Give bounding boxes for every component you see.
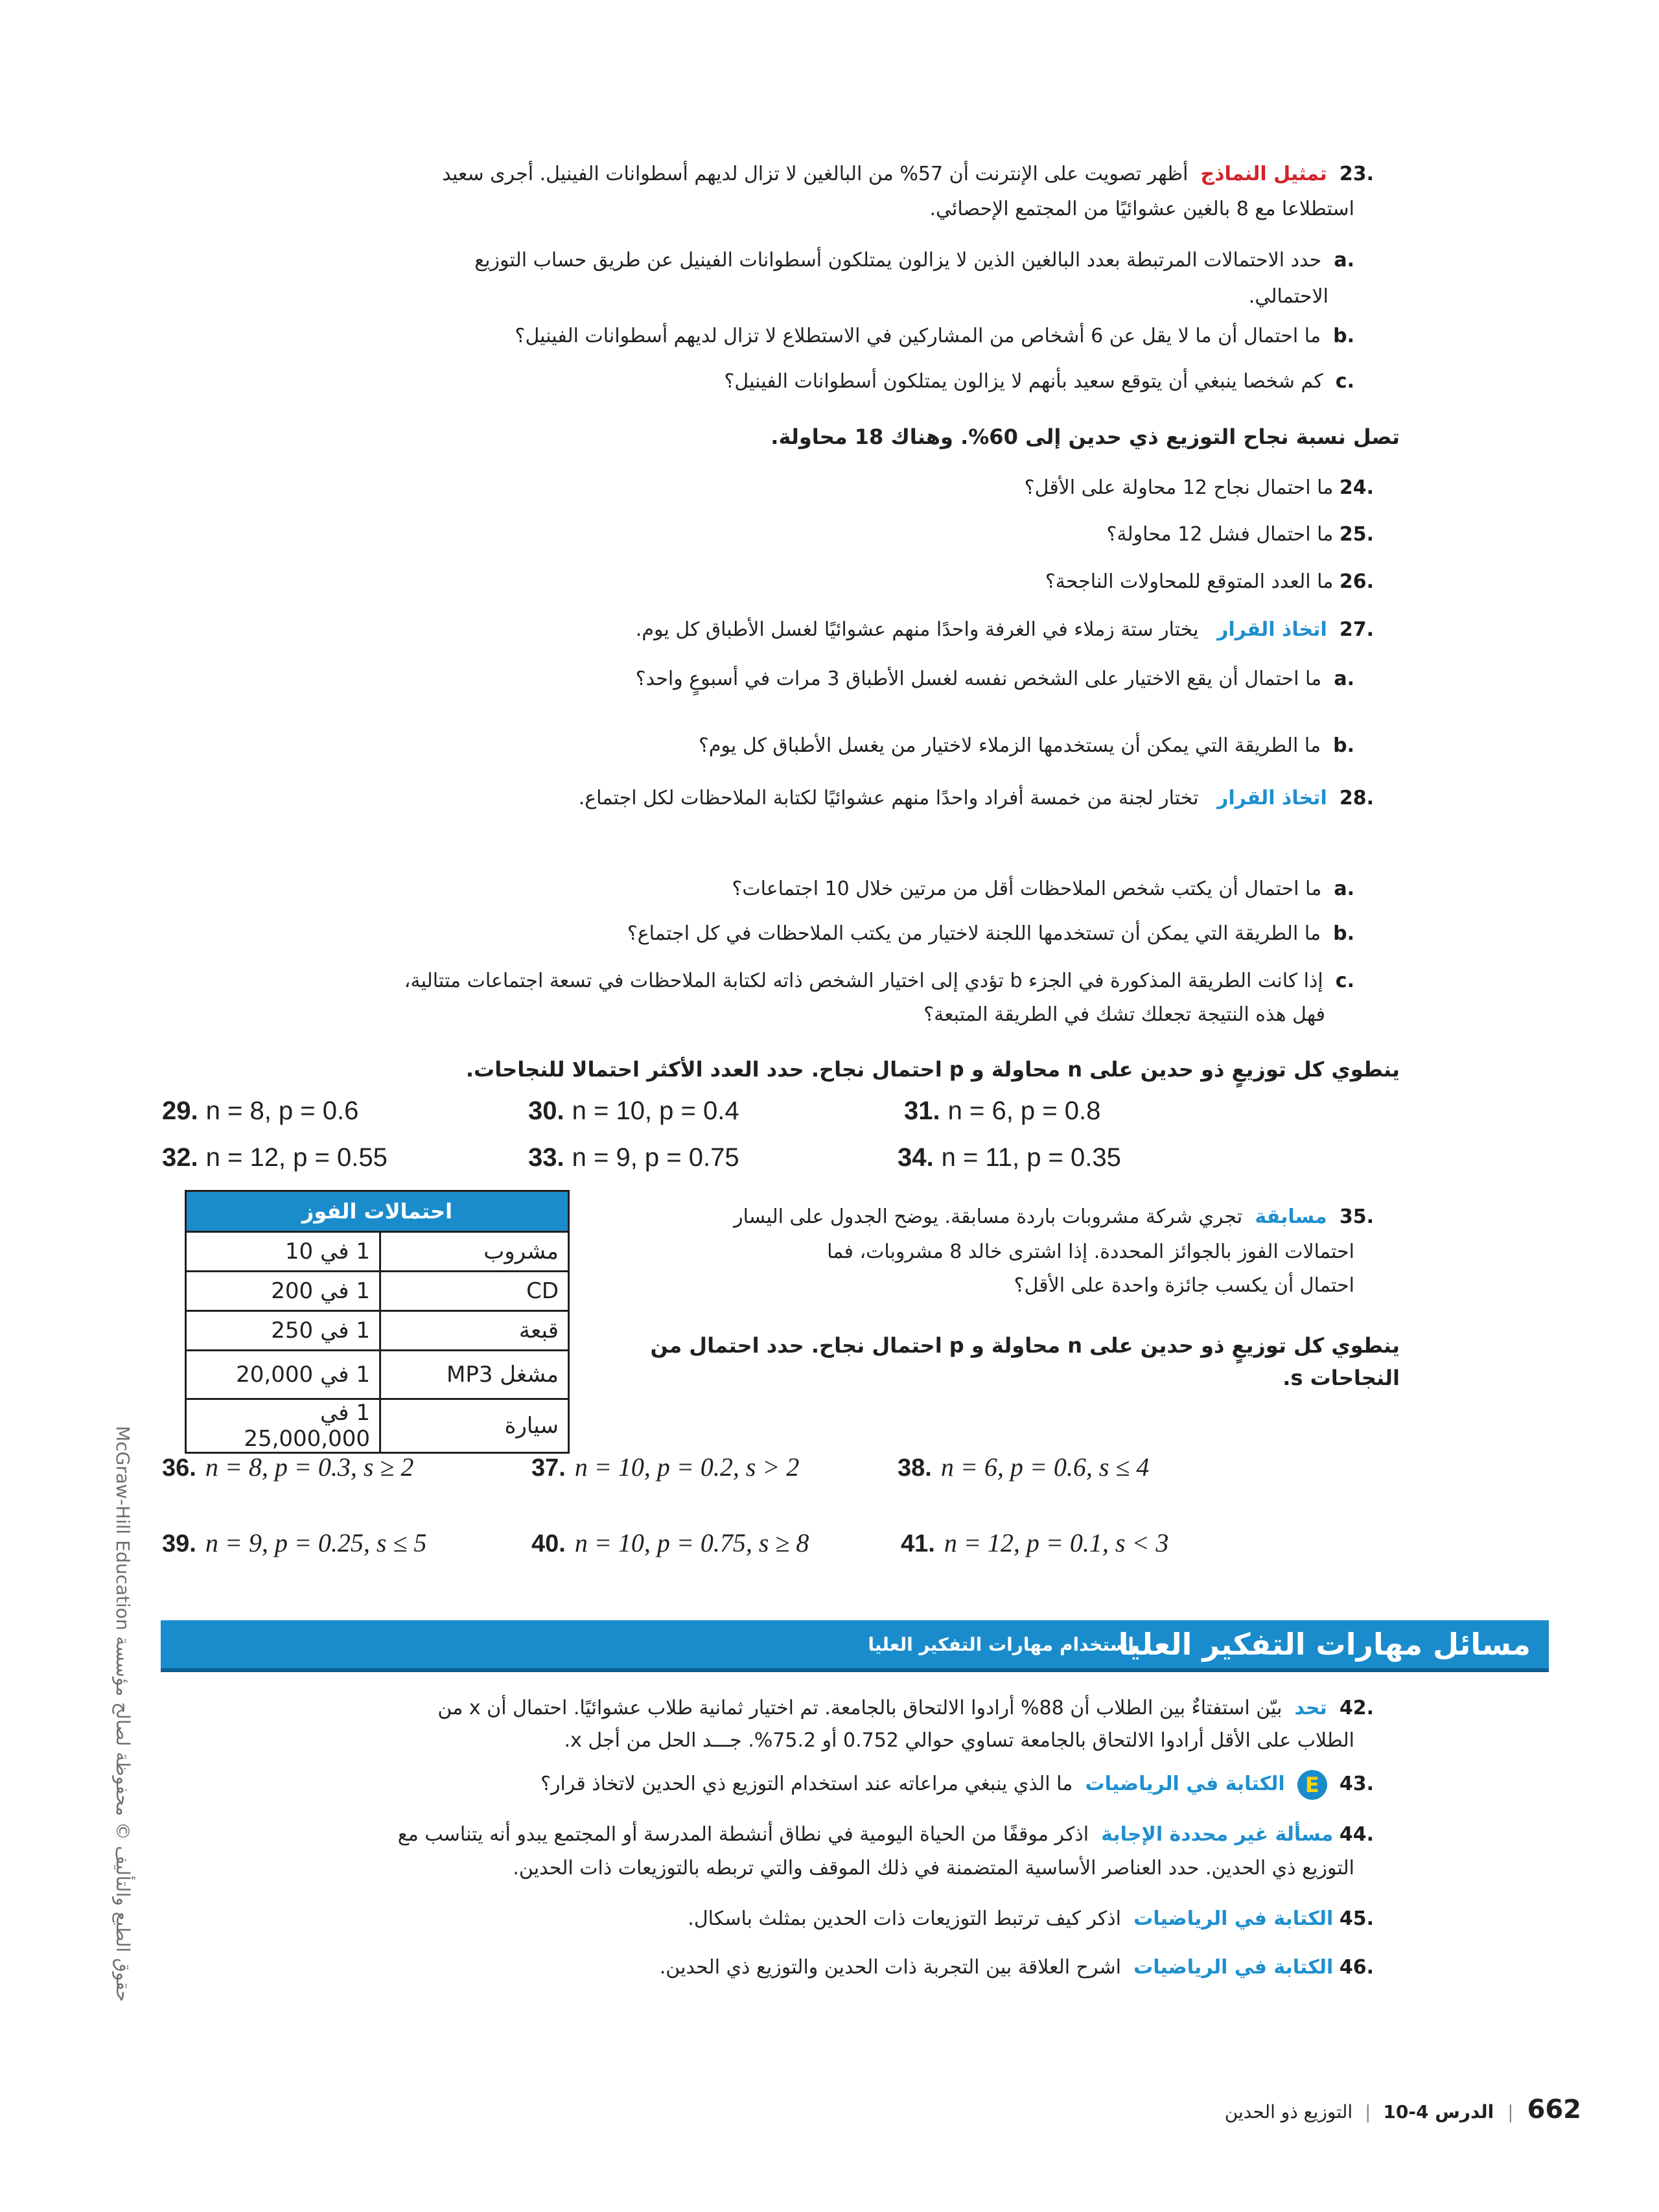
prize-cell: مشروب bbox=[380, 1232, 569, 1272]
prize-cell: CD bbox=[380, 1272, 569, 1311]
problem-number: .44 bbox=[1339, 1823, 1374, 1846]
table-title: احتمالات الفوز bbox=[185, 1190, 570, 1231]
exercise-30 bbox=[528, 1097, 739, 1126]
problem-tag: تمثيل النماذج bbox=[1200, 163, 1327, 185]
problem-23-line2: استطلاعا مع 8 بالغين عشوائيًا من المجتمع الإحصائي. bbox=[929, 198, 1354, 220]
lesson-title: التوزيع ذو الحدين bbox=[1224, 2101, 1353, 2123]
exercise-32 bbox=[162, 1143, 388, 1172]
problem-28-c-line2: فهل هذه النتيجة تجعلك تشك في الطريقة المتبعة؟ bbox=[923, 1003, 1325, 1026]
problem-text: اذكر موقفًا من الحياة اليومية في نطاق أنشطة المدرسة أو المجتمع يبدو أنه يتناسب مع bbox=[397, 1823, 1089, 1846]
problem-42 bbox=[437, 1692, 1374, 1725]
problem-number: .45 bbox=[1339, 1907, 1374, 1930]
problem-text: اذكر كيف ترتبط التوزيعات ذات الحدين بمثلث باسكال. bbox=[688, 1907, 1121, 1930]
part-text: حدد الاحتمالات المرتبطة بعدد البالغين الذين لا يزالون يمتلكون أسطوانات الفينيل عن طريق حساب التوزيع bbox=[474, 249, 1322, 272]
exercise-number: 38. bbox=[898, 1454, 932, 1482]
section-instruction-line2: النجاحات s. bbox=[1282, 1366, 1400, 1390]
exercise-39 bbox=[162, 1528, 426, 1558]
problem-46 bbox=[660, 1951, 1374, 1985]
part-text: إذا كانت الطريقة المذكورة في الجزء b تؤدي إلى اختيار الشخص ذاته لكتابة الملاحظات في تسعة اجتماعات متتالية، bbox=[404, 970, 1323, 992]
problem-tag: مسألة غير محددة الإجابة bbox=[1101, 1823, 1334, 1846]
section-instruction: تصل نسبة نجاح التوزيع ذي حدين إلى 60%. وهناك 18 محاولة. bbox=[771, 425, 1400, 449]
problem-text: يختار ستة زملاء في الغرفة واحدًا منهم عشوائيًا لغسل الأطباق كل يوم. bbox=[635, 618, 1199, 641]
exercise-number: 29. bbox=[162, 1097, 198, 1125]
exercise-expr: n = 9, p = 0.25, s ≤ 5 bbox=[205, 1528, 427, 1557]
problem-23 bbox=[207, 157, 1374, 191]
part-label: .b bbox=[1333, 922, 1354, 945]
prize-cell: سيارة bbox=[380, 1399, 569, 1453]
problem-number: .42 bbox=[1339, 1697, 1374, 1719]
exercise-expr: n = 12, p = 0.1, s < 3 bbox=[944, 1528, 1169, 1557]
problem-25 bbox=[1107, 518, 1375, 552]
copyright-credit: McGraw-Hill Education حقوق الطبع والتأليف © محفوظة لصالح مؤسسة bbox=[112, 1426, 133, 2002]
writing-icon: E bbox=[1297, 1770, 1327, 1800]
odds-cell: 1 في 25,000,000 bbox=[186, 1399, 380, 1453]
exercise-expr: n = 8, p = 0.6 bbox=[205, 1097, 359, 1125]
exercise-expr: n = 6, p = 0.8 bbox=[947, 1097, 1101, 1125]
problem-44-line2: التوزيع ذي الحدين. حدد العناصر الأساسية المتضمنة في ذلك الموقف والتي تربطه بالتوزيعات ذات الحدين. bbox=[513, 1857, 1354, 1880]
problem-tag: الكتابة في الرياضيات bbox=[1133, 1956, 1334, 1979]
exercise-36 bbox=[162, 1452, 413, 1482]
exercise-number: 32. bbox=[162, 1143, 198, 1172]
problem-27 bbox=[636, 613, 1374, 647]
table-row bbox=[186, 1232, 569, 1272]
exercise-expr: n = 10, p = 0.75, s ≥ 8 bbox=[574, 1528, 809, 1557]
exercise-expr: n = 8, p = 0.3, s ≥ 2 bbox=[205, 1452, 414, 1482]
exercise-expr: n = 10, p = 0.4 bbox=[572, 1097, 739, 1125]
footer-divider: | bbox=[1365, 2101, 1371, 2123]
problem-tag: الكتابة في الرياضيات bbox=[1085, 1773, 1285, 1795]
exercise-number: 36. bbox=[162, 1454, 196, 1482]
problem-28-a bbox=[732, 872, 1354, 906]
problem-23-a bbox=[474, 244, 1354, 277]
part-label: .c bbox=[1335, 370, 1354, 393]
table-row bbox=[186, 1311, 569, 1351]
problem-28 bbox=[579, 782, 1374, 815]
problem-number: .27 bbox=[1339, 618, 1374, 641]
part-text: ما احتمال أن ما لا يقل عن 6 أشخاص من المشاركين في الاستطلاع لا تزال لديهم أسطوانات الفينيل؟ bbox=[515, 325, 1321, 347]
table-row bbox=[186, 1351, 569, 1399]
exercise-number: 37. bbox=[531, 1454, 566, 1482]
part-text: ما احتمال أن يقع الاختيار على الشخص نفسه لغسل الأطباق 3 مرات في أسبوعٍ واحد؟ bbox=[635, 668, 1322, 690]
footer-divider: | bbox=[1507, 2101, 1514, 2123]
problem-24 bbox=[1025, 471, 1374, 505]
problem-text: ما الذي ينبغي مراعاته عند استخدام التوزيع ذي الحدين لاتخاذ قرار؟ bbox=[540, 1773, 1073, 1795]
part-label: .a bbox=[1334, 668, 1354, 690]
problem-number: .35 bbox=[1339, 1205, 1374, 1228]
problem-45 bbox=[688, 1902, 1374, 1936]
problem-number: .24 bbox=[1339, 476, 1374, 499]
problem-35-line2: احتمالات الفوز بالجوائز المحددة. إذا اشترى خالد 8 مشروبات، فما bbox=[827, 1240, 1354, 1263]
odds-cell: 1 في 250 bbox=[186, 1311, 380, 1351]
part-label: .b bbox=[1333, 734, 1354, 757]
part-label: .c bbox=[1335, 970, 1354, 992]
problem-text: بيّن استفتاءٌ بين الطلاب أن 88% أرادوا الالتحاق بالجامعة. تم اختيار ثمانية طلاب عشوائيًا. احتمال أن x من bbox=[437, 1697, 1282, 1719]
problem-number: .26 bbox=[1339, 570, 1374, 593]
problem-23-a-line2: الاحتمالي. bbox=[1248, 285, 1328, 308]
problem-35 bbox=[734, 1200, 1374, 1234]
problem-tag: مسابقة bbox=[1255, 1205, 1327, 1228]
exercise-40 bbox=[531, 1528, 809, 1558]
exercise-number: 39. bbox=[162, 1530, 196, 1557]
problem-text: اشرح العلاقة بين التجربة ذات الحدين والتوزيع ذي الحدين. bbox=[659, 1956, 1121, 1979]
exercise-number: 34. bbox=[898, 1143, 934, 1172]
problem-35-line3: احتمال أن يكسب جائزة واحدة على الأقل؟ bbox=[1014, 1274, 1354, 1297]
problem-text: تختار لجنة من خمسة أفراد واحدًا منهم عشوائيًا لكتابة الملاحظات لكل اجتماع. bbox=[578, 787, 1199, 809]
problem-tag: اتخاذ القرار bbox=[1217, 618, 1327, 641]
table-row bbox=[186, 1399, 569, 1453]
problem-44 bbox=[398, 1818, 1374, 1852]
problem-23-c bbox=[724, 365, 1354, 399]
problem-number: .25 bbox=[1339, 523, 1374, 546]
problem-28-c bbox=[404, 964, 1354, 998]
problem-text: ما احتمال فشل 12 محاولة؟ bbox=[1106, 523, 1334, 546]
problem-26 bbox=[1045, 565, 1374, 599]
part-text: ما الطريقة التي يمكن أن تستخدمها اللجنة لاختيار من يكتب الملاحظات في كل اجتماع؟ bbox=[627, 922, 1321, 945]
table-row bbox=[186, 1272, 569, 1311]
part-label: .a bbox=[1334, 249, 1354, 272]
problem-text: تجري شركة مشروبات باردة مسابقة. يوضح الجدول على اليسار bbox=[734, 1205, 1243, 1228]
section-instruction: ينطوي كل توزيعٍ ذو حدين على n محاولة و p احتمال نجاح. حدد العدد الأكثر احتمالا للنجاحات. bbox=[465, 1057, 1400, 1082]
exercise-expr: n = 6, p = 0.6, s ≤ 4 bbox=[940, 1452, 1150, 1482]
problem-23-b bbox=[515, 320, 1354, 353]
problem-tag: اتخاذ القرار bbox=[1217, 787, 1327, 809]
problem-27-b bbox=[699, 729, 1354, 763]
banner-subtitle: استخدام مهارات التفكير العليا bbox=[868, 1634, 1134, 1655]
problem-text: ما احتمال نجاح 12 محاولة على الأقل؟ bbox=[1024, 476, 1334, 499]
odds-cell: 1 في 200 bbox=[186, 1272, 380, 1311]
problem-42-line2: الطلاب على الأقل أرادوا الالتحاق بالجامعة تساوي حوالي 0.752 أو 75.2%. جـــد الحل من أجل x. bbox=[564, 1729, 1354, 1752]
exercise-number: 30. bbox=[528, 1097, 564, 1125]
page-number: 662 bbox=[1527, 2095, 1581, 2125]
problem-27-a bbox=[636, 662, 1354, 696]
part-text: ما احتمال أن يكتب شخص الملاحظات أقل من مرتين خلال 10 اجتماعات؟ bbox=[732, 878, 1322, 900]
problem-43 bbox=[540, 1767, 1374, 1801]
prize-cell: مشغل MP3 bbox=[380, 1351, 569, 1399]
problem-number: .46 bbox=[1339, 1956, 1374, 1979]
part-text: ما الطريقة التي يمكن أن يستخدمها الزملاء لاختيار من يغسل الأطباق كل يوم؟ bbox=[698, 734, 1321, 757]
problem-number: .43 bbox=[1339, 1773, 1374, 1795]
problem-number: .23 bbox=[1339, 163, 1374, 185]
problem-text: أظهر تصويت على الإنترنت أن 57% من البالغين لا تزال لديهم أسطوانات الفينيل. أجرى سعيد bbox=[442, 163, 1189, 185]
part-label: .b bbox=[1333, 325, 1354, 347]
problem-tag: تحد bbox=[1294, 1697, 1327, 1719]
lesson-label: الدرس 4-10 bbox=[1383, 2101, 1494, 2123]
hots-banner bbox=[161, 1620, 1549, 1672]
part-label: .a bbox=[1334, 878, 1354, 900]
section-instruction: ينطوي كل توزيعٍ ذو حدين على n محاولة و p احتمال نجاح. حدد احتمال من bbox=[650, 1333, 1400, 1358]
exercise-38 bbox=[898, 1452, 1149, 1482]
exercise-29 bbox=[162, 1097, 358, 1126]
exercise-expr: n = 11, p = 0.35 bbox=[941, 1143, 1121, 1172]
prize-odds-table bbox=[185, 1190, 570, 1454]
exercise-31 bbox=[904, 1097, 1100, 1126]
exercise-expr: n = 12, p = 0.55 bbox=[205, 1143, 388, 1172]
exercise-33 bbox=[528, 1143, 739, 1172]
banner-title: مسائل مهارات التفكير العليا bbox=[1118, 1627, 1531, 1662]
prize-cell: قبعة bbox=[380, 1311, 569, 1351]
exercise-number: 33. bbox=[528, 1143, 564, 1172]
problem-28-b bbox=[627, 917, 1354, 951]
odds-cell: 1 في 10 bbox=[186, 1232, 380, 1272]
problem-number: .28 bbox=[1339, 787, 1374, 809]
exercise-expr: n = 9, p = 0.75 bbox=[572, 1143, 739, 1172]
exercise-37 bbox=[531, 1452, 799, 1482]
problem-text: ما العدد المتوقع للمحاولات الناجحة؟ bbox=[1045, 570, 1334, 593]
exercise-41 bbox=[901, 1528, 1168, 1558]
page-footer bbox=[1225, 2095, 1581, 2125]
exercise-number: 41. bbox=[901, 1530, 935, 1557]
exercise-34 bbox=[898, 1143, 1121, 1172]
exercise-number: 40. bbox=[531, 1530, 566, 1557]
odds-cell: 1 في 20,000 bbox=[186, 1351, 380, 1399]
exercise-expr: n = 10, p = 0.2, s > 2 bbox=[574, 1452, 800, 1482]
exercise-number: 31. bbox=[904, 1097, 940, 1125]
part-text: كم شخصا ينبغي أن يتوقع سعيد بأنهم لا يزالون يمتلكون أسطوانات الفينيل؟ bbox=[724, 370, 1323, 393]
problem-tag: الكتابة في الرياضيات bbox=[1133, 1907, 1334, 1930]
